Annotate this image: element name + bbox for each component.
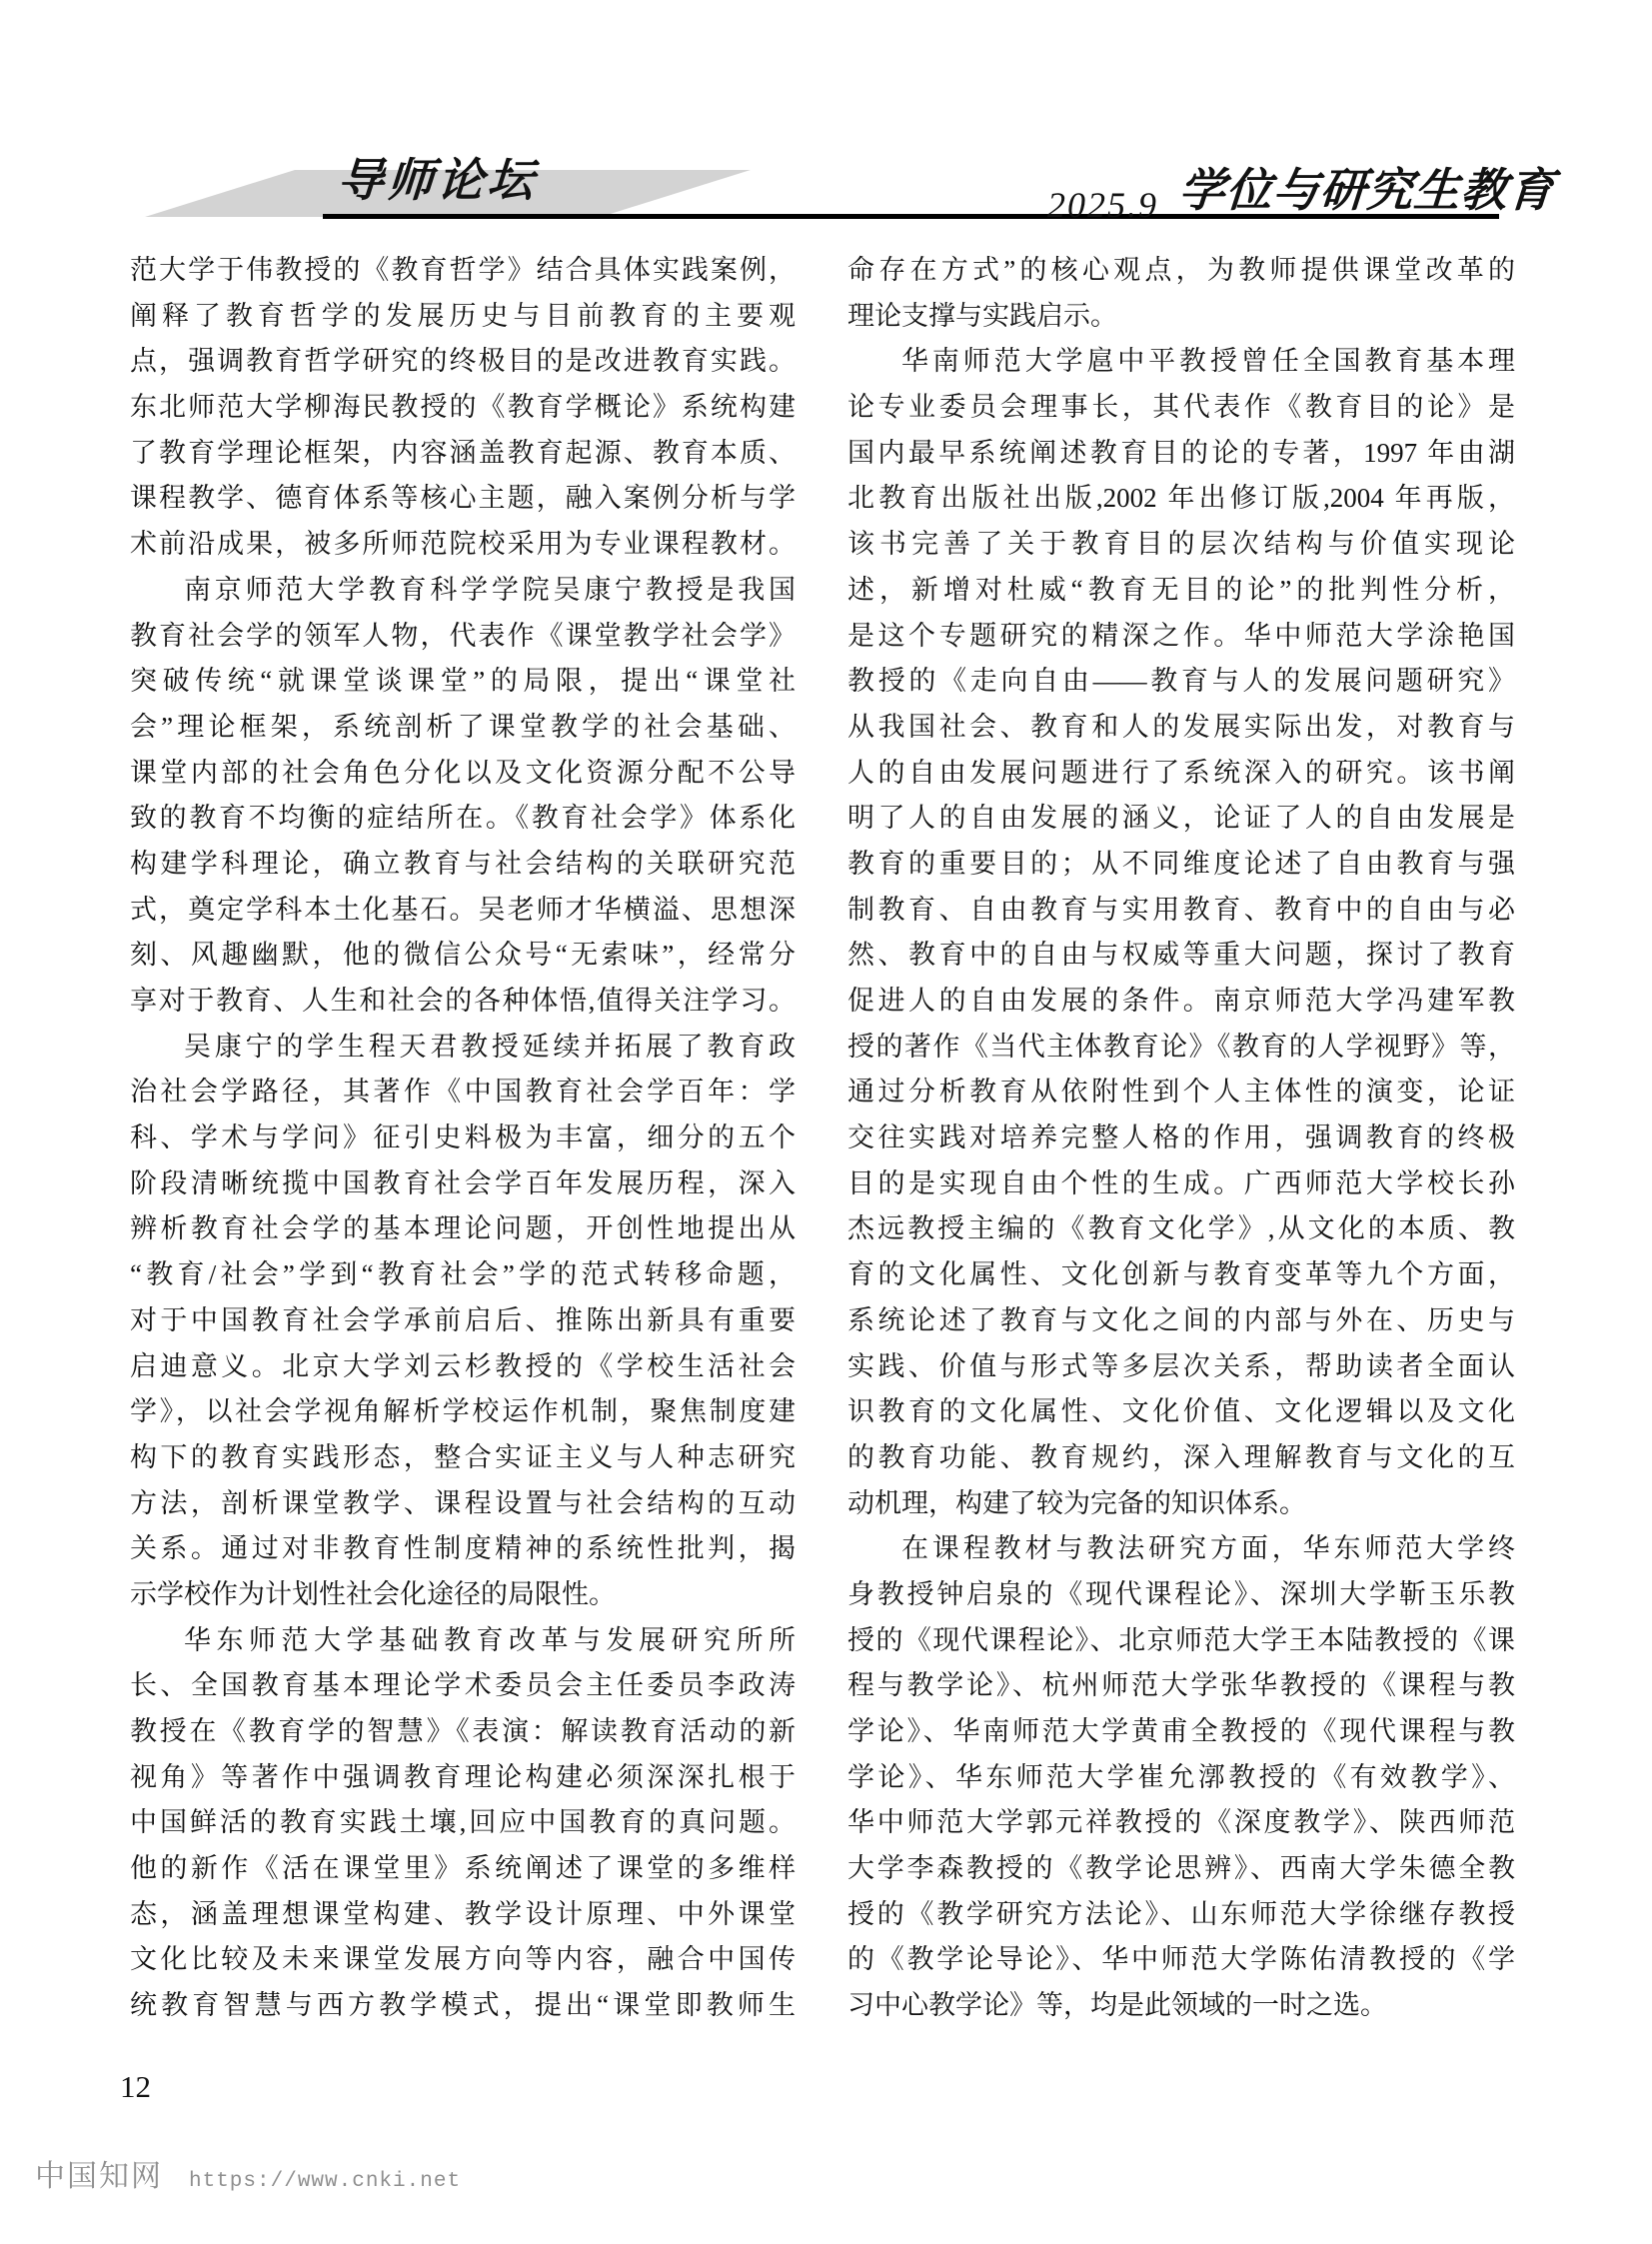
- body-line: 华东师范大学基础教育改革与发展研究所所: [184, 1624, 796, 1655]
- journal-title: 学位与研究生教育: [1176, 165, 1557, 216]
- body-line: 述，新增对杜威“教育无目的论”的批判性分析，: [847, 574, 1515, 605]
- body-line: 学论》、华南师范大学黄甫全教授的《现代课程与教: [847, 1716, 1515, 1746]
- body-line: 学论》、华东师范大学崔允漷教授的《有效教学》、: [847, 1761, 1515, 1792]
- body-line: 通过分析教育从依附性到个人主体性的演变，论证: [847, 1077, 1515, 1108]
- body-line: 然、教育中的自由与权威等重大问题，探讨了教育: [847, 940, 1515, 971]
- right-column: [847, 248, 1515, 2029]
- body-line: 促进人的自由发展的条件。南京师范大学冯建军教: [847, 986, 1515, 1016]
- body-line: 致的教育不均衡的症结所在。《教育社会学》体系化: [130, 803, 796, 834]
- page-number: 12: [120, 2069, 151, 2104]
- body-line: 辨析教育社会学的基本理论问题，开创性地提出从: [130, 1213, 796, 1244]
- body-line: 明了人的自由发展的涵义，论证了人的自由发展是: [847, 803, 1515, 834]
- body-line: 动机理，构建了较为完备的知识体系。: [847, 1487, 1306, 1518]
- body-line: 他的新作《活在课堂里》系统阐述了课堂的多维样: [130, 1853, 796, 1884]
- body-line: 示学校作为计划性社会化途径的局限性。: [130, 1578, 616, 1609]
- body-line: 范大学于伟教授的《教育哲学》结合具体实践案例，: [130, 255, 796, 285]
- body-line: 的《教学论导论》、华中师范大学陈佑清教授的《学: [847, 1944, 1515, 1975]
- body-line: 授的著作《当代主体教育论》《教育的人学视野》等，: [847, 1031, 1515, 1062]
- body-line: 统教育智慧与西方教学模式，提出“课堂即教师生: [130, 1990, 796, 2021]
- body-line: 制教育、自由教育与实用教育、教育中的自由与必: [847, 894, 1515, 925]
- body-line: 刻、风趣幽默，他的微信公众号“无索味”，经常分: [130, 940, 796, 971]
- body-line: 实践、价值与形式等多层次关系，帮助读者全面认: [847, 1350, 1515, 1381]
- body-line: 育的文化属性、文化创新与教育变革等九个方面，: [847, 1259, 1515, 1290]
- body-line: 论专业委员会理事长，其代表作《教育目的论》是: [847, 392, 1515, 423]
- body-line: 突破传统“就课堂谈课堂”的局限，提出“课堂社: [130, 666, 796, 697]
- body-line: 态，涵盖理想课堂构建、教学设计原理、中外课堂: [130, 1898, 796, 1929]
- body-line: “教育/社会”学到“教育社会”学的范式转移命题，: [130, 1259, 796, 1290]
- body-line: 式，奠定学科本土化基石。吴老师才华横溢、思想深: [130, 894, 796, 925]
- body-line: 交往实践对培养完整人格的作用，强调教育的终极: [847, 1122, 1515, 1153]
- body-line: 课程教学、德育体系等核心主题，融入案例分析与学: [130, 483, 796, 514]
- body-line: 南京师范大学教育科学学院吴康宁教授是我国: [184, 574, 796, 605]
- watermark-brand: 中国知网: [35, 2160, 163, 2193]
- body-line: 吴康宁的学生程天君教授延续并拓展了教育政: [184, 1031, 796, 1062]
- body-line: 科、学术与学问》征引史料极为丰富，细分的五个: [130, 1122, 796, 1153]
- body-line: 华南师范大学扈中平教授曾任全国教育基本理: [901, 346, 1515, 377]
- body-line: 方法，剖析课堂教学、课程设置与社会结构的互动: [130, 1487, 796, 1518]
- body-line: 点，强调教育哲学研究的终极目的是改进教育实践。: [130, 346, 796, 377]
- body-line: 理论支撑与实践启示。: [847, 300, 1117, 331]
- body-line: 了教育学理论框架，内容涵盖教育起源、教育本质、: [130, 437, 796, 468]
- body-line: 命存在方式”的核心观点，为教师提供课堂改革的: [847, 255, 1515, 285]
- body-line: 身教授钟启泉的《现代课程论》、深圳大学靳玉乐教: [847, 1578, 1515, 1609]
- body-line: 长、全国教育基本理论学术委员会主任委员李政涛: [130, 1670, 796, 1701]
- left-column: [130, 248, 796, 2029]
- body-line: 的教育功能、教育规约，深入理解教育与文化的互: [847, 1441, 1515, 1472]
- body-line: 授的《现代课程论》、北京师范大学王本陆教授的《课: [847, 1624, 1515, 1655]
- body-line: 教授在《教育学的智慧》《表演：解读教育活动的新: [130, 1716, 796, 1746]
- body-line: 授的《教学研究方法论》、山东师范大学徐继存教授: [847, 1898, 1515, 1929]
- body-line: 识教育的文化属性、文化价值、文化逻辑以及文化: [847, 1396, 1515, 1427]
- body-line: 在课程教材与教法研究方面，华东师范大学终: [901, 1533, 1515, 1564]
- body-line: 治社会学路径，其著作《中国教育社会学百年：学: [130, 1077, 796, 1108]
- body-line: 系统论述了教育与文化之间的内部与外在、历史与: [847, 1304, 1515, 1335]
- body-line: 会”理论框架，系统剖析了课堂教学的社会基础、: [130, 711, 796, 742]
- body-line: 目的是实现自由个性的生成。广西师范大学校长孙: [847, 1167, 1515, 1198]
- body-line: 视角》等著作中强调教育理论构建必须深深扎根于: [130, 1761, 796, 1792]
- body-line: 北教育出版社出版,2002 年出修订版,2004 年再版，: [847, 483, 1515, 514]
- body-line: 构建学科理论，确立教育与社会结构的关联研究范: [130, 848, 796, 879]
- body-line: 课堂内部的社会角色分化以及文化资源分配不公导: [130, 757, 796, 788]
- body-line: 华中师范大学郭元祥教授的《深度教学》、陕西师范: [847, 1807, 1515, 1838]
- body-line: 习中心教学论》等，均是此领域的一时之选。: [847, 1990, 1387, 2021]
- issue-date: 2025.9: [1047, 185, 1158, 225]
- body-line: 学》，以社会学视角解析学校运作机制，聚焦制度建: [130, 1396, 796, 1427]
- body-line: 人的自由发展问题进行了系统深入的研究。该书阐: [847, 757, 1515, 788]
- body-line: 阶段清晰统揽中国教育社会学百年发展历程，深入: [130, 1167, 796, 1198]
- watermark-url: https://www.cnki.net: [189, 2170, 462, 2193]
- body-line: 教育社会学的领军人物，代表作《课堂教学社会学》: [130, 620, 796, 651]
- body-line: 杰远教授主编的《教育文化学》,从文化的本质、教: [847, 1213, 1515, 1244]
- body-line: 术前沿成果，被多所师范院校采用为专业课程教材。: [130, 529, 796, 560]
- body-line: 教授的《走向自由——教育与人的发展问题研究》: [847, 666, 1515, 697]
- body-line: 东北师范大学柳海民教授的《教育学概论》系统构建: [130, 392, 796, 423]
- body-line: 该书完善了关于教育目的层次结构与价值实现论: [847, 529, 1515, 560]
- body-line: 阐释了教育哲学的发展历史与目前教育的主要观: [130, 300, 796, 331]
- cnki-watermark: [35, 2151, 461, 2195]
- body-line: 享对于教育、人生和社会的各种体悟,值得关注学习。: [130, 986, 796, 1016]
- body-line: 教育的重要目的；从不同维度论述了自由教育与强: [847, 848, 1515, 879]
- body-line: 文化比较及未来课堂发展方向等内容，融合中国传: [130, 1944, 796, 1975]
- section-title: 导师论坛: [335, 155, 540, 206]
- body-line: 启迪意义。北京大学刘云杉教授的《学校生活社会: [130, 1350, 796, 1381]
- body-line: 程与教学论》、杭州师范大学张华教授的《课程与教: [847, 1670, 1515, 1701]
- body-line: 是这个专题研究的精深之作。华中师范大学涂艳国: [847, 620, 1515, 651]
- body-line: 大学李森教授的《教学论思辨》、西南大学朱德全教: [847, 1853, 1515, 1884]
- body-line: 关系。通过对非教育性制度精神的系统性批判，揭: [130, 1533, 796, 1564]
- body-line: 国内最早系统阐述教育目的论的专著，1997 年由湖: [847, 437, 1515, 468]
- body-line: 对于中国教育社会学承前启后、推陈出新具有重要: [130, 1304, 796, 1335]
- body-line: 从我国社会、教育和人的发展实际出发，对教育与: [847, 711, 1515, 742]
- body-line: 构下的教育实践形态，整合实证主义与人种志研究: [130, 1441, 796, 1472]
- body-line: 中国鲜活的教育实践土壤,回应中国教育的真问题。: [130, 1807, 796, 1838]
